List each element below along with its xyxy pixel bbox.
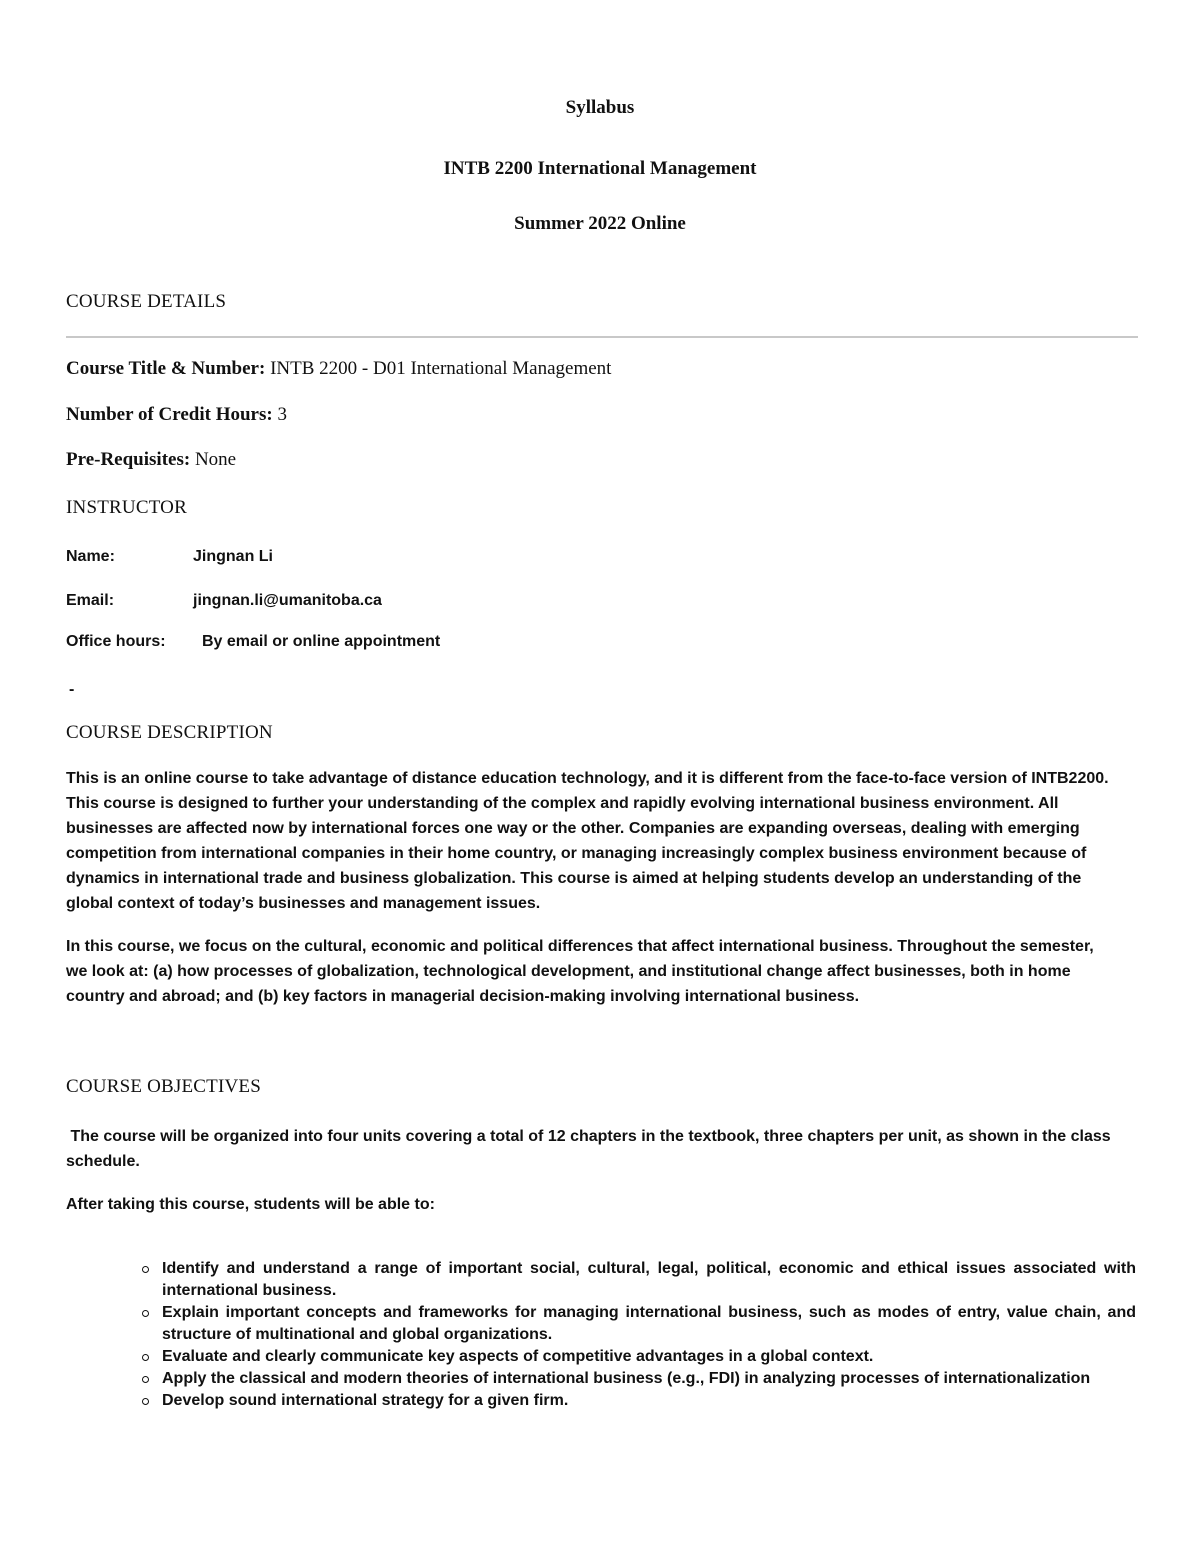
document-title: Syllabus	[565, 97, 635, 118]
objectives-intro: The course will be organized into four units covering a total of 12 chapters in the textbook, three chapters per unit, as shown in the class schedule.	[66, 1128, 1116, 1170]
separator-dash: -	[69, 681, 75, 698]
instructor-email-label: Email:	[66, 592, 115, 609]
list-item: Develop sound international strategy for a given firm.	[112, 1390, 1136, 1412]
list-item: Evaluate and clearly communicate key aspects of competitive advantages in a global context.	[112, 1346, 1136, 1368]
objectives-list	[112, 1258, 1136, 1412]
instructor-name-value: Jingnan Li	[193, 548, 273, 565]
course-objectives-heading: COURSE OBJECTIVES	[66, 1076, 262, 1097]
objectives-lead: After taking this course, students will be able to:	[66, 1196, 435, 1213]
prerequisites-value: None	[190, 449, 237, 470]
course-name: INTB 2200 International Management	[443, 158, 757, 179]
list-item: Apply the classical and modern theories of international business (e.g., FDI) in analyzing processes of internationalization	[112, 1368, 1136, 1390]
circle-bullet-icon	[142, 1376, 149, 1383]
section-divider	[66, 336, 1138, 338]
course-term: Summer 2022 Online	[514, 213, 686, 234]
circle-bullet-icon	[142, 1354, 149, 1361]
course-title-value: INTB 2200 - D01 International Management	[265, 358, 612, 379]
course-details-heading: COURSE DETAILS	[66, 291, 227, 312]
description-paragraph: In this course, we focus on the cultural, economic and political differences that affect international business. Throughout the semester, we look at: (a) how processes of globalization, technological development, and institutional change affect businesses, both in home country and abroad; and (b) key factors in managerial decision-making involving international business.	[66, 938, 1094, 1005]
instructor-heading: INSTRUCTOR	[66, 497, 187, 518]
prerequisites-field	[66, 449, 236, 471]
course-title-label: Course Title & Number:	[66, 358, 266, 379]
credit-hours-value: 3	[272, 404, 287, 425]
instructor-email-value[interactable]: jingnan.li@umanitoba.ca	[193, 592, 382, 609]
list-item: Identify and understand a range of important social, cultural, legal, political, economic and ethical issues associated with international business.	[112, 1258, 1136, 1302]
circle-bullet-icon	[142, 1398, 149, 1405]
course-title-field	[66, 358, 611, 380]
credit-hours-field	[66, 404, 287, 426]
circle-bullet-icon	[142, 1310, 149, 1317]
list-item: Explain important concepts and frameworks for managing international business, such as modes of entry, value chain, and structure of multinational and global organizations.	[112, 1302, 1136, 1346]
description-paragraph: This is an online course to take advantage of distance education technology, and it is different from the face-to-face version of INTB2200. This course is designed to further your understanding of the complex and rapidly evolving international business environment. All businesses are affected now by international forces one way or the other. Companies are expanding overseas, dealing with emerging competition from international companies in their home country, or managing increasingly complex business environment because of dynamics in international trade and business globalization. This course is aimed at helping students develop an understanding of the global context of today’s businesses and management issues.	[66, 770, 1109, 912]
course-description-heading: COURSE DESCRIPTION	[66, 722, 273, 743]
office-hours-value: By email or online appointment	[202, 633, 441, 650]
credit-hours-label: Number of Credit Hours:	[66, 404, 273, 425]
instructor-name-label: Name:	[66, 548, 115, 565]
office-hours-label: Office hours:	[66, 633, 166, 650]
circle-bullet-icon	[142, 1266, 149, 1273]
prerequisites-label: Pre-Requisites:	[66, 449, 191, 470]
